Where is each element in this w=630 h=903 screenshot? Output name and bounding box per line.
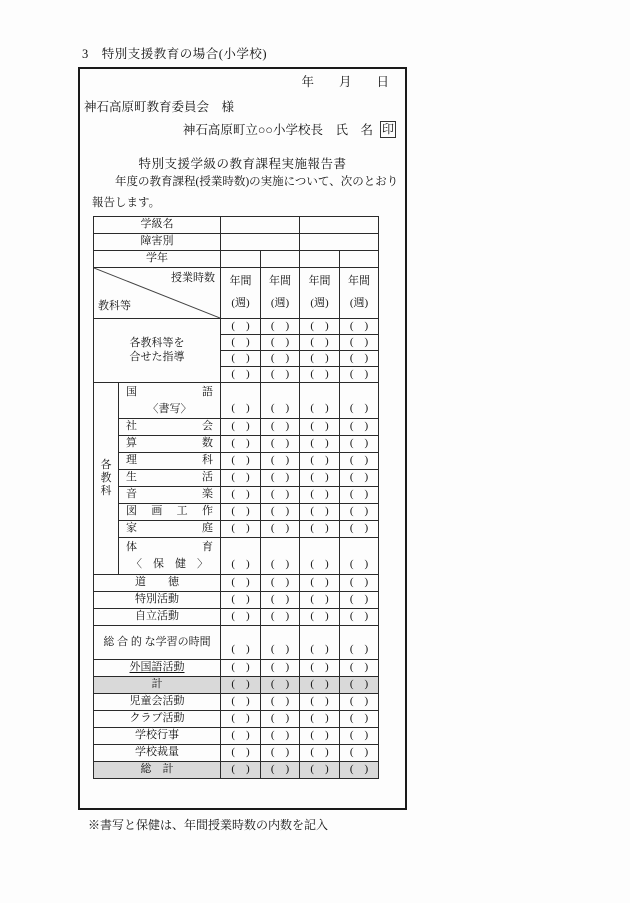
hours-cell[interactable]: ( ) — [221, 419, 261, 436]
row-label-music: 音 楽 — [119, 487, 221, 504]
hours-cell[interactable]: ( ) — [261, 521, 300, 538]
hours-cell[interactable]: ( ) — [221, 367, 261, 383]
hours-cell[interactable]: ( ) — [300, 677, 340, 694]
table-row — [94, 711, 379, 728]
hours-cell[interactable]: ( ) — [221, 575, 261, 592]
hours-cell[interactable]: ( ) — [340, 335, 379, 351]
hours-cell[interactable]: ( ) — [340, 504, 379, 521]
table-row — [94, 453, 379, 470]
row-label-moral-education: 道 徳 — [94, 575, 221, 592]
table-row — [94, 504, 379, 521]
hours-cell[interactable]: ( ) — [300, 419, 340, 436]
hours-cell[interactable]: ( ) — [261, 626, 300, 660]
hours-cell[interactable]: ( ) — [261, 762, 300, 779]
hours-cell[interactable]: ( ) — [300, 521, 340, 538]
class-name-value-cell[interactable] — [221, 217, 300, 234]
column-header-annual-weekly: 年間 (週) — [221, 268, 261, 319]
hours-cell[interactable]: ( ) — [340, 319, 379, 335]
hours-cell[interactable]: ( ) — [300, 504, 340, 521]
hours-cell[interactable]: ( ) — [340, 677, 379, 694]
hours-cell[interactable]: ( ) — [340, 694, 379, 711]
hours-cell[interactable]: ( ) — [221, 436, 261, 453]
hours-cell[interactable]: ( ) — [221, 626, 261, 660]
hours-cell[interactable]: ( ) — [221, 538, 261, 575]
hours-cell[interactable]: ( ) — [221, 521, 261, 538]
table-row — [94, 521, 379, 538]
grand-total-row — [94, 762, 379, 779]
table-row — [94, 436, 379, 453]
seal-box: 印 — [381, 121, 394, 136]
hours-cell[interactable]: ( ) — [300, 762, 340, 779]
curriculum-hours-table — [93, 216, 379, 779]
hours-cell[interactable]: ( ) — [261, 538, 300, 575]
hours-cell[interactable]: ( ) — [221, 453, 261, 470]
hours-cell[interactable]: ( ) — [340, 626, 379, 660]
hours-cell[interactable]: ( ) — [300, 694, 340, 711]
hours-cell[interactable]: ( ) — [221, 470, 261, 487]
hours-cell[interactable]: ( ) — [300, 745, 340, 762]
row-label-subtotal: 計 — [94, 677, 221, 694]
row-label-school-events: 学校行事 — [94, 728, 221, 745]
disability-value-cell[interactable] — [300, 234, 379, 251]
hours-cell[interactable]: ( ) — [340, 711, 379, 728]
row-label-arithmetic: 算 数 — [119, 436, 221, 453]
document-title: 特別支援学級の教育課程実施報告書 — [138, 157, 347, 171]
hours-cell[interactable]: ( ) — [221, 609, 261, 626]
row-label-school-discretion: 学校裁量 — [94, 745, 221, 762]
row-label-living: 生 活 — [119, 470, 221, 487]
hours-cell[interactable]: ( ) — [261, 694, 300, 711]
hours-cell[interactable]: ( ) — [340, 470, 379, 487]
table-row — [94, 470, 379, 487]
hours-cell[interactable]: ( ) — [221, 762, 261, 779]
row-label-grade: 学年 — [94, 251, 221, 268]
sender-line — [183, 120, 396, 138]
table-row — [94, 660, 379, 677]
row-label-home-economics: 家 庭 — [119, 521, 221, 538]
row-label-arts-and-crafts: 図 画 工 作 — [119, 504, 221, 521]
hours-cell[interactable]: ( ) — [300, 626, 340, 660]
hours-cell[interactable]: ( ) — [221, 711, 261, 728]
hours-cell[interactable]: ( ) — [300, 453, 340, 470]
hours-cell[interactable]: ( ) — [261, 745, 300, 762]
hours-cell[interactable]: ( ) — [340, 367, 379, 383]
hours-cell[interactable]: ( ) — [300, 335, 340, 351]
row-label-science: 理 科 — [119, 453, 221, 470]
hours-cell[interactable]: ( ) — [261, 383, 300, 419]
hours-cell[interactable]: ( ) — [300, 728, 340, 745]
hours-cell[interactable]: ( ) — [300, 487, 340, 504]
hours-cell[interactable]: ( ) — [300, 538, 340, 575]
grade-value-cell[interactable] — [340, 251, 379, 268]
hours-cell[interactable]: ( ) — [221, 383, 261, 419]
hours-cell[interactable]: ( ) — [300, 592, 340, 609]
table-row — [94, 575, 379, 592]
table-row — [94, 319, 379, 335]
hours-cell[interactable]: ( ) — [340, 383, 379, 419]
hours-cell[interactable]: ( ) — [340, 436, 379, 453]
hours-cell[interactable]: ( ) — [340, 453, 379, 470]
hours-cell[interactable]: ( ) — [340, 538, 379, 575]
hours-cell[interactable]: ( ) — [261, 487, 300, 504]
hours-cell[interactable]: ( ) — [261, 436, 300, 453]
footnote: ※書写と保健は、年間授業時数の内数を記入 — [88, 818, 329, 832]
column-header-annual-weekly: 年間 (週) — [300, 268, 340, 319]
hours-cell[interactable]: ( ) — [340, 351, 379, 367]
hours-cell[interactable]: ( ) — [300, 660, 340, 677]
hours-cell[interactable]: ( ) — [300, 470, 340, 487]
hours-cell[interactable]: ( ) — [261, 367, 300, 383]
row-label-integrated-study: 総 合 的 な学習の時間 — [94, 626, 221, 660]
class-name-value-cell[interactable] — [300, 217, 379, 234]
hours-cell[interactable]: ( ) — [340, 762, 379, 779]
hours-cell[interactable]: ( ) — [300, 319, 340, 335]
page-title: 3 特別支援教育の場合(小学校) — [82, 47, 268, 61]
date-field[interactable]: 年 月 日 — [301, 75, 389, 89]
hours-cell[interactable]: ( ) — [221, 728, 261, 745]
hours-cell[interactable]: ( ) — [221, 319, 261, 335]
table-row — [94, 251, 379, 268]
hours-cell[interactable]: ( ) — [340, 419, 379, 436]
hours-cell[interactable]: ( ) — [261, 419, 300, 436]
table-row — [94, 383, 379, 419]
hours-cell[interactable]: ( ) — [221, 335, 261, 351]
table-row — [94, 234, 379, 251]
hours-cell[interactable]: ( ) — [261, 609, 300, 626]
grade-value-cell[interactable] — [261, 251, 300, 268]
hours-cell[interactable]: ( ) — [261, 453, 300, 470]
hours-cell[interactable]: ( ) — [300, 609, 340, 626]
hours-cell[interactable]: ( ) — [300, 351, 340, 367]
hours-cell[interactable]: ( ) — [300, 367, 340, 383]
hours-cell[interactable]: ( ) — [261, 351, 300, 367]
column-header-annual-weekly: 年間 (週) — [340, 268, 379, 319]
hours-cell[interactable]: ( ) — [261, 470, 300, 487]
hours-cell[interactable]: ( ) — [340, 521, 379, 538]
table-row — [94, 745, 379, 762]
hours-cell[interactable]: ( ) — [261, 504, 300, 521]
hours-cell[interactable]: ( ) — [261, 319, 300, 335]
row-label-student-council: 児童会活動 — [94, 694, 221, 711]
table-row — [94, 609, 379, 626]
grade-value-cell[interactable] — [300, 251, 340, 268]
hours-cell[interactable]: ( ) — [340, 487, 379, 504]
row-label-social-studies: 社 会 — [119, 419, 221, 436]
hours-cell[interactable]: ( ) — [300, 436, 340, 453]
hours-cell[interactable]: ( ) — [340, 609, 379, 626]
hours-cell[interactable]: ( ) — [261, 575, 300, 592]
hours-cell[interactable]: ( ) — [261, 677, 300, 694]
corner-subjects-label: 教科等 — [98, 300, 131, 313]
subtotal-row — [94, 677, 379, 694]
row-label-combined-teaching: 各教科等を 合せた指導 — [94, 319, 221, 383]
hours-cell[interactable]: ( ) — [221, 504, 261, 521]
table-row — [94, 592, 379, 609]
table-row — [94, 217, 379, 234]
table-row — [94, 728, 379, 745]
hours-cell[interactable]: ( ) — [261, 660, 300, 677]
grade-value-cell[interactable] — [221, 251, 261, 268]
hours-cell[interactable]: ( ) — [221, 592, 261, 609]
corner-cell — [94, 268, 221, 319]
hours-cell[interactable]: ( ) — [221, 694, 261, 711]
table-row — [94, 419, 379, 436]
row-label-special-activities: 特別活動 — [94, 592, 221, 609]
hours-cell[interactable]: ( ) — [340, 575, 379, 592]
hours-cell[interactable]: ( ) — [300, 711, 340, 728]
table-header-row — [94, 268, 379, 319]
hours-cell[interactable]: ( ) — [221, 677, 261, 694]
table-row — [94, 538, 379, 575]
hours-cell[interactable]: ( ) — [340, 728, 379, 745]
row-label-independence-activities: 自立活動 — [94, 609, 221, 626]
hours-cell[interactable]: ( ) — [261, 711, 300, 728]
table-row — [94, 626, 379, 660]
hours-cell[interactable]: ( ) — [261, 335, 300, 351]
hours-cell[interactable]: ( ) — [221, 487, 261, 504]
column-header-annual-weekly: 年間 (週) — [261, 268, 300, 319]
row-label-physical-education: 体 育 〈 保 健 〉 — [119, 538, 221, 575]
row-label-grand-total: 総 計 — [94, 762, 221, 779]
row-label-club-activities: クラブ活動 — [94, 711, 221, 728]
addressee-line: 神石高原町教育委員会 様 — [84, 100, 235, 114]
row-label-foreign-language-activities: 外国語活動 — [94, 660, 221, 677]
report-form-box — [78, 67, 407, 810]
corner-hours-label: 授業時数 — [171, 272, 215, 284]
hours-cell[interactable]: ( ) — [221, 660, 261, 677]
row-label-japanese: 国 語 〈書写〉 — [119, 383, 221, 419]
table-row — [94, 694, 379, 711]
hours-cell[interactable]: ( ) — [340, 592, 379, 609]
hours-cell[interactable]: ( ) — [261, 728, 300, 745]
row-label-class-name: 学級名 — [94, 217, 221, 234]
hours-cell[interactable]: ( ) — [261, 592, 300, 609]
hours-cell[interactable]: ( ) — [221, 351, 261, 367]
hours-cell[interactable]: ( ) — [221, 745, 261, 762]
body-paragraph: 年度の教育課程(授業時数)の実施について、次のとおり報告します。 — [92, 176, 399, 209]
hours-cell[interactable]: ( ) — [340, 660, 379, 677]
group-label-subjects: 各教科 — [94, 383, 119, 575]
hours-cell[interactable]: ( ) — [300, 575, 340, 592]
hours-cell[interactable]: ( ) — [340, 745, 379, 762]
hours-cell[interactable]: ( ) — [300, 383, 340, 419]
sender-name-field[interactable]: 神石高原町立○○小学校長 氏 名 — [182, 123, 373, 137]
table-row — [94, 487, 379, 504]
row-label-disability-type: 障害別 — [94, 234, 221, 251]
disability-value-cell[interactable] — [221, 234, 300, 251]
